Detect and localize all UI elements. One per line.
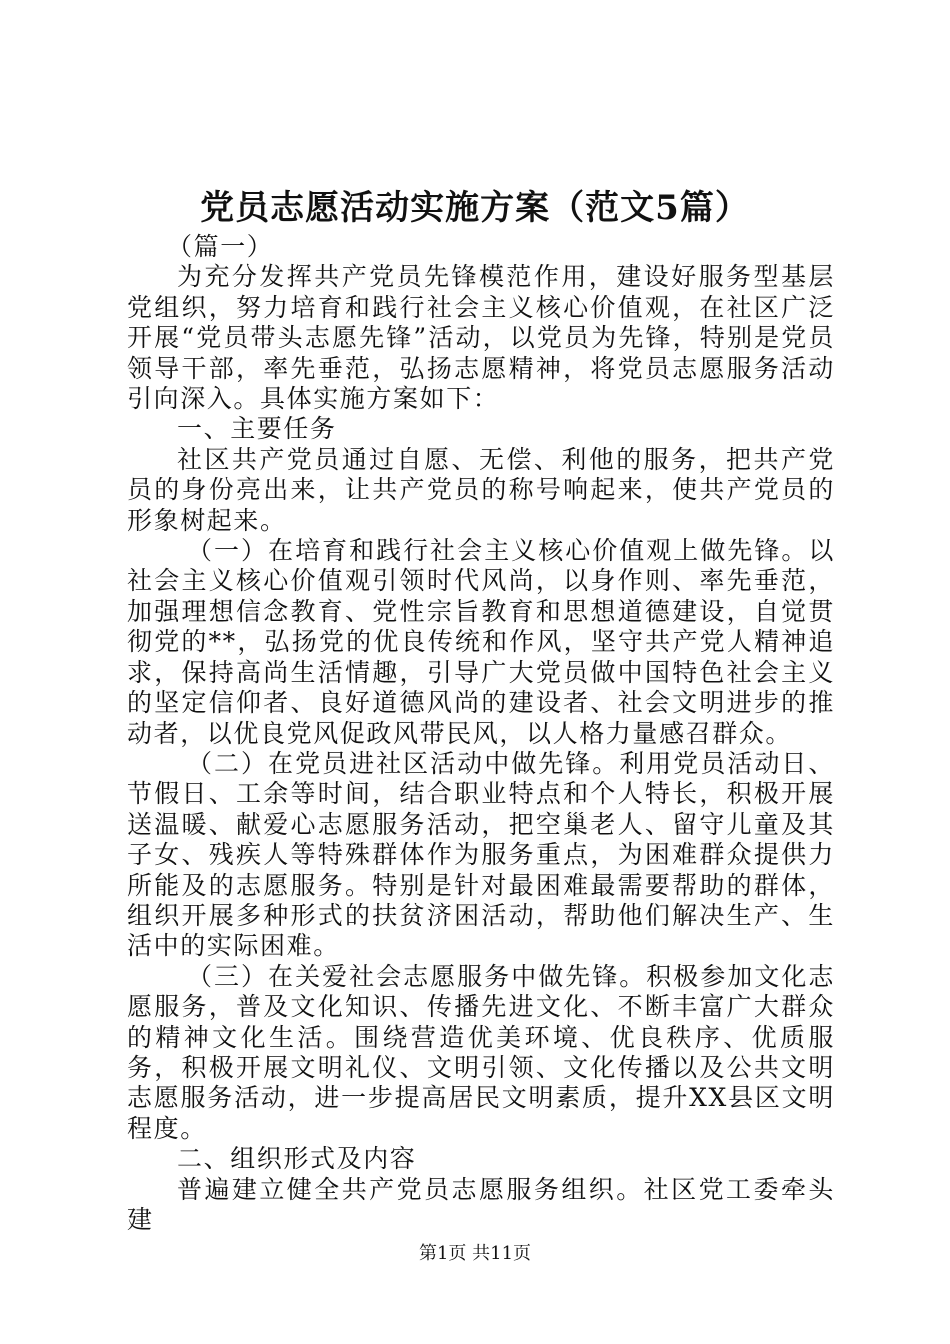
intro-paragraph: 为充分发挥共产党员先锋模范作用，建设好服务型基层党组织，努力培育和践行社会主义核心价值观，在社区广泛开展“党员带头志愿先锋”活动，以党员为先锋，特别是党员领导干部，率先垂范，弘扬志愿精神，将党员志愿服务活动引向深入。具体实施方案如下： [127,262,835,414]
task-item-1: （一）在培育和践行社会主义核心价值观上做先锋。以社会主义核心价值观引领时代风尚，以身作则、率先垂范，加强理想信念教育、党性宗旨教育和思想道德建设，自觉贯彻党的**，弘扬党的优良传统和作风，坚守共产党人精神追求，保持高尚生活情趣，引导广大党员做中国特色社会主义的坚定信仰者、良好道德风尚的建设者、社会文明进步的推动者，以优良党风促政风带民风，以人格力量感召群众。 [127,536,835,748]
section-heading-tasks: 一、主要任务 [177,414,337,444]
section-label: （篇一） [167,232,274,261]
section-heading-organization: 二、组织形式及内容 [177,1144,417,1174]
organization-paragraph: 普遍建立健全共产党员志愿服务组织。社区党工委牵头建 [127,1174,835,1234]
document-body [127,232,835,1235]
document-title: 党员志愿活动实施方案（范文5篇） [200,188,750,228]
tasks-paragraph: 社区共产党员通过自愿、无偿、利他的服务，把共产党员的身份亮出来，让共产党员的称号响起来，使共产党员的形象树起来。 [127,444,835,535]
task-item-2: （二）在党员进社区活动中做先锋。利用党员活动日、节假日、工余等时间，结合职业特点和个人特长，积极开展送温暖、献爱心志愿服务活动，把空巢老人、留守儿童及其子女、残疾人等特殊群体作为服务重点，为困难群众提供力所能及的志愿服务。特别是针对最困难最需要帮助的群体，组织开展多种形式的扶贫济困活动，帮助他们解决生产、生活中的实际困难。 [127,748,835,961]
page-number-footer: 第1页 共11页 [418,1243,532,1264]
task-item-3: （三）在关爱社会志愿服务中做先锋。积极参加文化志愿服务，普及文化知识、传播先进文化、不断丰富广大群众的精神文化生活。围绕营造优美环境、优良秩序、优质服务，积极开展文明礼仪、文明引领、文化传播以及公共文明志愿服务活动，进一步提高居民文明素质，提升XX县区文明程度。 [127,961,835,1143]
